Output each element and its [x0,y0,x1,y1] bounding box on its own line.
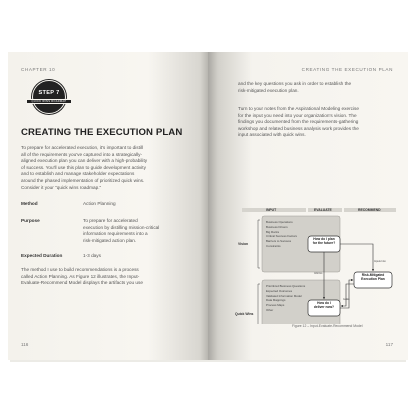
col-evaluate-label: EVALUATE [314,208,332,212]
duration-value: 1-3 days [83,253,101,258]
purpose-label: Purpose [21,218,40,223]
text-line: for the future? [312,241,336,245]
notes-paragraph [238,106,398,139]
informs-label: Informs [314,272,323,275]
input-evaluate-recommend-diagram [234,148,404,324]
text-line: risk-mitigated action plan. [83,237,137,243]
page-edge [10,360,406,362]
badge-circle [32,80,66,114]
list-item: Big Rocks [266,229,280,234]
text-line: The method I use to build recommendations is a process [21,267,139,272]
text-line: for the input you need into your organization's vision. The [238,112,357,118]
execution-plan-text [354,273,392,281]
figure-caption: Figure 12 – Input-Evaluate-Recommend Model [292,324,363,328]
diagram-graphics [234,148,404,324]
text-line: Consider it your "quick wins roadmap." [21,184,102,190]
list-item: Process Maps [266,303,285,308]
list-item: Expected Outcomes [266,288,293,293]
method-label: Method [21,201,38,206]
text-line: To prepare for accelerated [83,218,138,223]
text-line: information requirements into a [83,231,148,237]
list-item: Other [266,307,274,312]
row-quickwins-label: Quick Wins [235,312,254,316]
quick-question-text [308,301,340,309]
text-line: risk-mitigated execution plan. [238,87,299,93]
vision-question-text [308,237,340,245]
text-line: input associated with quick wins. [238,132,306,138]
badge-ribbon-text: QUICK WINS ROADMAP [31,100,67,103]
text-line: How do I plan [313,237,335,241]
text-line: workshop and related business analysis work provides the [238,125,359,131]
guide-label: Guide [343,298,350,301]
purpose-value [83,218,201,244]
right-page [208,52,408,360]
text-line: Turn to your notes from the Aspirational Modeling exercise [238,106,359,111]
text-line: Risk-Mitigated [361,273,385,277]
text-line: To prepare for accelerated execution, it's important to distill [21,145,144,150]
list-item: Prioritized Business Questions [266,284,306,288]
text-line: How do I [317,301,331,305]
running-head: CHAPTER 10 [21,67,56,72]
intro-paragraph [21,145,199,191]
text-line: findings you documented from the requirements-gathering [238,119,359,125]
list-item: Validated Information Model [266,293,302,298]
list-item: Barriers to Success [266,239,292,244]
text-line: execution by distilling mission-critical [83,224,160,230]
text-line: around the phased implementation of prioritized quick wins. [21,177,145,183]
text-line: deliver now? [313,305,335,309]
continuation-paragraph [238,81,398,94]
badge-ribbon [26,99,72,104]
quickwin-items-list [266,284,305,313]
page-number: 117 [385,342,393,347]
text-line: Evaluate-Recommend Model displays the artifacts you use [21,280,143,286]
list-item: Constraints [266,243,281,248]
duration-label: Expected Duration [21,253,63,258]
list-item: Business Operations [266,220,293,224]
page-number: 116 [21,342,29,347]
left-page [8,52,208,360]
step-badge [28,80,70,120]
row-vision-label: Vision [238,242,249,246]
list-item: Critical Success Factors [266,234,298,239]
list-item: Data Mappings [266,298,286,303]
text-line: Execution Plan [361,277,385,281]
badge-step-text: STEP 7 [38,90,60,96]
text-line: called Action Planning. As Figure 12 illustrates, the Input- [21,273,140,279]
list-item: Business Drivers [266,224,288,229]
text-line: aligned execution plan you can deliver with a high-probability [21,158,148,164]
method-value: Action Planning [83,201,116,206]
closing-paragraph [21,267,199,287]
inputs-into-label: Inputs Into [374,260,386,263]
text-line: all of the requirements you've captured into a strategically- [21,151,143,157]
text-line: of success. You'll use this plan to guide development activity [21,164,146,170]
chapter-title: CREATING THE EXECUTION PLAN [21,127,183,138]
running-head: CREATING THE EXECUTION PLAN [301,67,393,72]
text-line: and to establish and manage stakeholder expectations [21,171,135,177]
vision-items-list [266,220,297,249]
text-line: and the key questions you ask in order to establish the [238,81,352,86]
col-recommend-label: RECOMMEND [358,208,381,212]
col-input-label: INPUT [266,208,277,212]
